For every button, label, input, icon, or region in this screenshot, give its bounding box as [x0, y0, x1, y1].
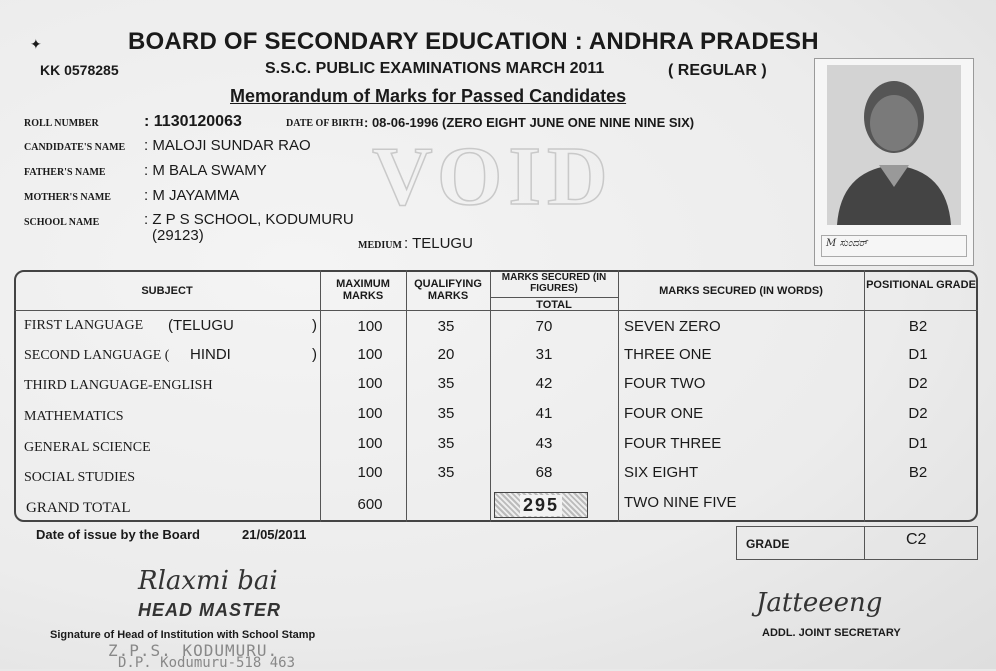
marks-in-words: SIX EIGHT [624, 464, 699, 481]
header-total: TOTAL [536, 299, 572, 311]
exam-type: ( REGULAR ) [668, 62, 767, 79]
candidate-signature: M ಸುಂದರ್ [821, 235, 967, 257]
total-subdivider [490, 297, 618, 298]
subject-language-close: ) [312, 346, 317, 363]
marks-in-words: FOUR ONE [624, 405, 704, 422]
max-marks: 100 [357, 464, 383, 481]
marks-in-words: FOUR THREE [624, 435, 722, 452]
marks-total: 42 [535, 375, 553, 392]
positional-grade: D2 [908, 375, 928, 392]
marks-in-words: THREE ONE [624, 346, 712, 363]
head-master-signature: Rlaxmi bai [138, 566, 278, 596]
header-positional-grade: POSITIONAL GRADE [866, 279, 976, 291]
header-marks-secured-figures: MARKS SECURED (IN FIGURES) [501, 272, 607, 294]
candidate-name: : MALOJI SUNDAR RAO [144, 137, 311, 154]
subject-name: SECOND LANGUAGE ( [24, 348, 170, 363]
subject-name: SOCIAL STUDIES [24, 470, 136, 485]
serial-number: KK 0578285 [40, 62, 119, 78]
marks-total: 70 [535, 318, 553, 335]
grand-total-max: 600 [357, 496, 383, 513]
positional-grade: B2 [908, 318, 928, 335]
marks-total: 68 [535, 464, 553, 481]
issue-date: 21/05/2011 [242, 527, 307, 542]
header-qualifying-marks: QUALIFYING MARKS [414, 278, 482, 302]
joint-secretary-caption: ADDL. JOINT SECRETARY [762, 627, 901, 639]
candidate-photo [827, 65, 961, 225]
subject-language-close: ) [312, 317, 317, 334]
max-marks: 100 [357, 346, 383, 363]
head-master-title: HEAD MASTER [138, 600, 282, 620]
mother-name: : M JAYAMMA [144, 187, 240, 204]
subject-name: THIRD LANGUAGE-ENGLISH [24, 378, 213, 393]
col-divider [406, 270, 407, 522]
school-code: (29123) [152, 227, 204, 244]
qualifying-marks: 35 [437, 435, 455, 452]
school-stamp-line2: D.P. Kodumuru-518 463 [118, 655, 296, 671]
roll-label: ROLL NUMBER [24, 118, 99, 129]
memo-title: Memorandum of Marks for Passed Candidates [230, 86, 627, 106]
father-name: : M BALA SWAMY [144, 162, 267, 179]
max-marks: 100 [357, 405, 383, 422]
marks-total: 43 [535, 435, 553, 452]
medium-value: : TELUGU [404, 235, 473, 252]
dob-label: DATE OF BIRTH [286, 118, 364, 129]
subject-name: FIRST LANGUAGE [24, 318, 144, 333]
void-watermark: VOID [372, 130, 614, 223]
dob-value: : 08-06-1996 (ZERO EIGHT JUNE ONE NINE NINE SIX) [364, 115, 695, 130]
candidate-photo-frame [814, 58, 974, 266]
col-divider [320, 270, 321, 522]
positional-grade: D1 [908, 346, 928, 363]
header-marks-secured-words: MARKS SECURED (IN WORDS) [659, 285, 823, 297]
grand-total-figures: 295 [520, 495, 562, 516]
candidate-name-label: CANDIDATE'S NAME [24, 142, 126, 153]
medium-label: MEDIUM [358, 240, 402, 251]
col-divider [618, 270, 619, 522]
qualifying-marks: 35 [437, 375, 455, 392]
grand-total-words: TWO NINE FIVE [624, 494, 737, 511]
school-stamp-line1: Z.P.S. KODUMURU. [108, 641, 279, 660]
father-name-label: FATHER'S NAME [24, 167, 106, 178]
overall-grade: C2 [906, 531, 927, 548]
max-marks: 100 [357, 318, 383, 335]
issue-date-label: Date of issue by the Board [36, 527, 200, 542]
qualifying-marks: 35 [437, 405, 455, 422]
qualifying-marks: 35 [437, 318, 455, 335]
header-max-marks: MAXIMUM MARKS [336, 278, 390, 302]
person-silhouette-icon [827, 65, 961, 225]
grand-total-security-figure [494, 492, 588, 518]
exam-title: S.S.C. PUBLIC EXAMINATIONS MARCH 2011 [265, 60, 605, 77]
qualifying-marks: 35 [437, 464, 455, 481]
grade-box-divider [864, 526, 865, 560]
grand-total-label: GRAND TOTAL [26, 500, 131, 516]
grade-label: GRADE [746, 537, 790, 551]
positional-grade: B2 [908, 464, 928, 481]
board-title: BOARD OF SECONDARY EDUCATION : ANDHRA PRADESH [128, 28, 819, 55]
mother-name-label: MOTHER'S NAME [24, 192, 111, 203]
joint-secretary-signature: Jatteeeng [756, 588, 883, 618]
subject-language: (TELUGU [168, 317, 234, 334]
roll-number: : 1130120063 [144, 113, 242, 130]
marks-in-words: FOUR TWO [624, 375, 706, 392]
head-master-caption: Signature of Head of Institution with School Stamp [50, 629, 316, 641]
marks-total: 41 [535, 405, 553, 422]
subject-name: MATHEMATICS [24, 409, 124, 424]
header-subject: SUBJECT [141, 285, 193, 297]
col-divider [864, 270, 865, 522]
max-marks: 100 [357, 435, 383, 452]
qualifying-marks: 20 [437, 346, 455, 363]
school-name-label: SCHOOL NAME [24, 217, 100, 228]
school-name: : Z P S SCHOOL, KODUMURU [144, 211, 354, 228]
positional-grade: D2 [908, 405, 928, 422]
subject-name: GENERAL SCIENCE [24, 440, 151, 455]
marks-total: 31 [535, 346, 553, 363]
max-marks: 100 [357, 375, 383, 392]
corner-mark: ✦ [30, 36, 42, 52]
subject-language: HINDI [190, 346, 231, 363]
positional-grade: D1 [908, 435, 928, 452]
marks-in-words: SEVEN ZERO [624, 318, 721, 335]
